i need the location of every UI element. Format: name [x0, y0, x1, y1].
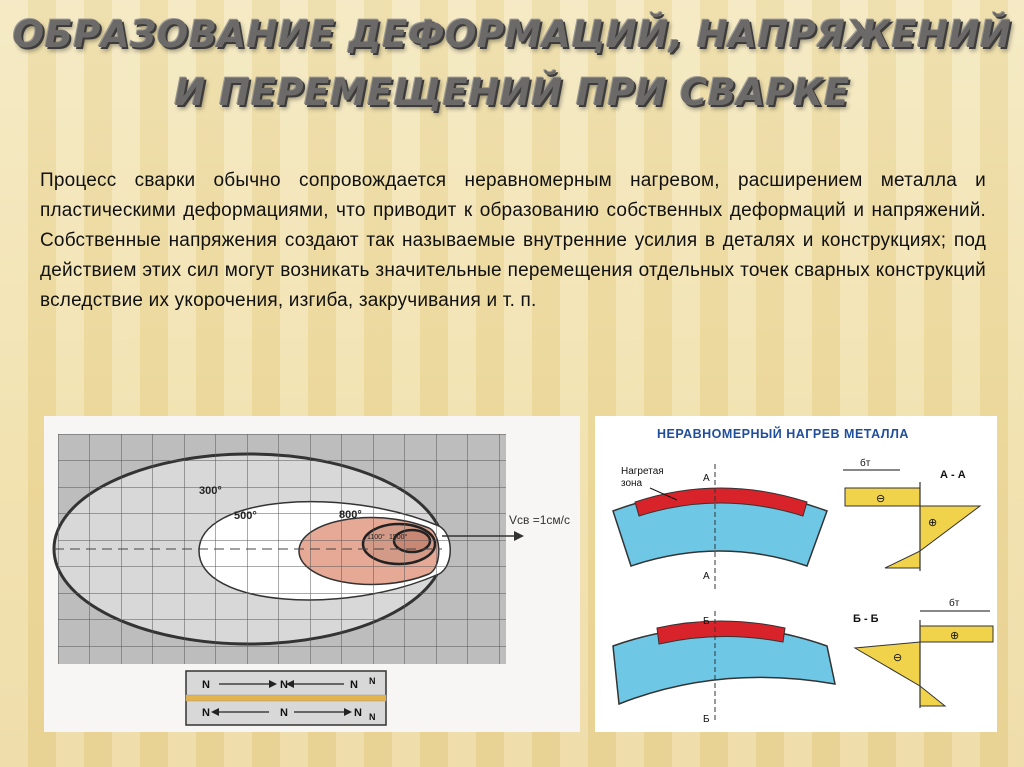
section-A-bottom: А	[703, 571, 710, 582]
title-line-2: И ПЕРЕМЕЩЕНИЙ ПРИ СВАРКЕ	[174, 71, 850, 114]
plus-AA: ⊕	[928, 517, 938, 529]
label-800: 800°	[339, 509, 362, 521]
force-label-2: N	[280, 679, 288, 691]
force-label-3: N	[350, 679, 358, 691]
slide-title	[0, 6, 1024, 122]
label-1500: 1500°	[389, 534, 408, 541]
heated-zone-label-1: Нагретая	[621, 466, 664, 477]
heated-zone-label-2: зона	[621, 478, 643, 489]
stress-BB-plus-2	[920, 686, 945, 706]
label-1100: 1100°	[367, 534, 385, 541]
label-300: 300°	[199, 485, 222, 497]
title-line-1: ОБРАЗОВАНИЕ ДЕФОРМАЦИЙ, НАПРЯЖЕНИЙ	[12, 13, 1012, 56]
section-BB-label: Б - Б	[853, 613, 879, 625]
label-velocity: Vсв =1см/с	[509, 513, 570, 527]
uneven-heating-figure	[595, 416, 997, 732]
isotherm-figure	[44, 416, 580, 732]
minus-BB: ⊖	[893, 652, 903, 664]
force-label-1: N	[202, 679, 210, 691]
section-B-bottom: Б	[703, 714, 710, 725]
label-500: 500°	[234, 510, 257, 522]
uneven-heating-diagram	[595, 416, 997, 732]
lower-plate	[613, 627, 835, 704]
force-label-4: N	[202, 707, 210, 719]
isotherm-diagram	[44, 416, 580, 732]
velocity-arrowhead	[514, 531, 524, 541]
section-A-top: А	[703, 473, 710, 484]
plus-BB: ⊕	[950, 630, 960, 642]
force-label-6: N	[354, 707, 362, 719]
force-label-8: N	[369, 712, 376, 722]
section-AA-label: А - А	[940, 469, 966, 481]
body-paragraph: Процесс сварки обычно сопровождается неравномерным нагревом, расширением металла и пластическими деформациями, что приводит к образованию собственных деформаций и напряжений. Собственные напряжения создают так называемые внутренние усилия в деталях и конструкциях; под действием этих сил могут возникать значительные перемещения отдельных точек сварных конструкций вследствие их укорочения, изгиба, закручивания и т. п.	[40, 170, 986, 311]
minus-AA: ⊖	[876, 493, 886, 505]
sigma-BB: бт	[949, 598, 960, 609]
force-label-5: N	[280, 707, 288, 719]
weld-seam	[186, 695, 386, 701]
section-B-top: Б	[703, 616, 710, 627]
force-label-7: N	[369, 676, 376, 686]
stress-AA-minus-2	[885, 551, 920, 568]
figure-heading: НЕРАВНОМЕРНЫЙ НАГРЕВ МЕТАЛЛА	[657, 427, 909, 441]
sigma-AA: бт	[860, 458, 871, 469]
stress-BB-minus	[855, 642, 920, 686]
